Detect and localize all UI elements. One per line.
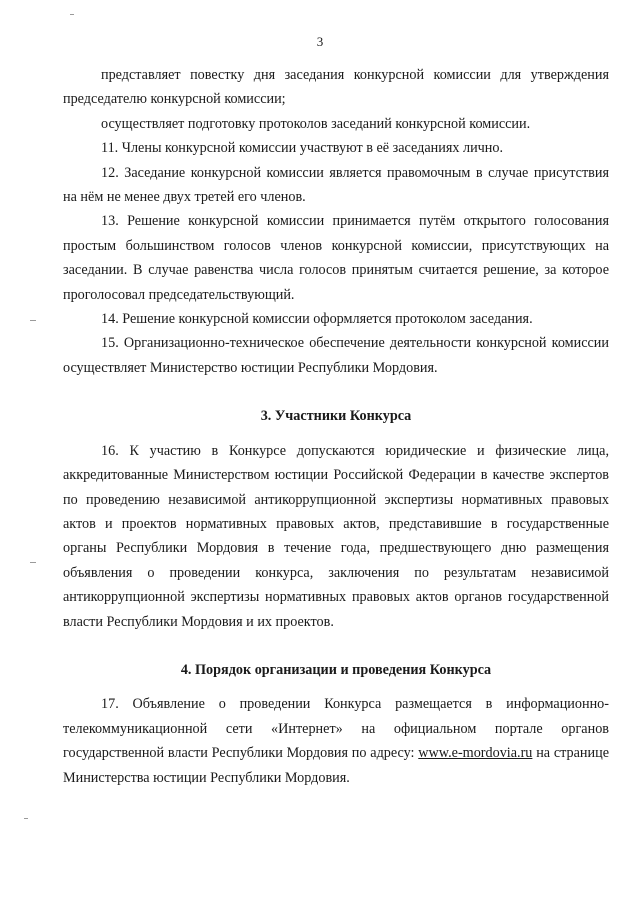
- paragraph-12: 12. Заседание конкурсной комиссии является правомочным в случае присутствия на нём не менее двух третей его членов.: [63, 164, 609, 206]
- paragraph-16: 16. К участию в Конкурсе допускаются юридические и физические лица, аккредитованные Министерством юстиции Российской Федерации в качестве экспертов по проведению независимой антикоррупционной экспертизы нормативных правовых актов и проектов нормативных правовых актов, представившие в государственные органы Республики Мордовия в течение года, предшествующего дню размещения объявления о проведении конкурса, заключения по результатам независимой антикоррупционной экспертизы нормативных правовых актов органов государственной власти Республики Мордовия и их проектов.: [63, 442, 609, 630]
- paragraph-protocols: осуществляет подготовку протоколов заседаний конкурсной комиссии.: [101, 115, 531, 132]
- scan-mark: [70, 14, 74, 15]
- paragraph-13: 13. Решение конкурсной комиссии принимается путём открытого голосования простым большинством голосов членов конкурсной комиссии, присутствующих на заседании. В случае равенства числа голосов принятым считается решение, за которое проголосовал председательствующий.: [63, 213, 609, 303]
- document-body: [63, 63, 609, 790]
- portal-link[interactable]: www.e-mordovia.ru: [418, 745, 533, 762]
- paragraph-15: 15. Организационно-техническое обеспечение деятельности конкурсной комиссии осуществляет Министерство юстиции Республики Мордовия.: [63, 335, 609, 376]
- paragraph-17-text-after: на странице Министерства юстиции Республики Мордовия.: [63, 745, 610, 786]
- paragraph-11: 11. Члены конкурсной комиссии участвуют в её заседаниях лично.: [101, 140, 504, 157]
- page-number: 3: [316, 34, 324, 49]
- scan-mark: [24, 818, 28, 819]
- section-heading-procedure: 4. Порядок организации и проведения Конкурса: [180, 661, 492, 678]
- paragraph-17-text-before: 17. Объявление о проведении Конкурса размещается в информационно-телекоммуникационной сети «Интернет» на официальном портале органов государственной власти Республики Мордовия по адресу:: [63, 696, 609, 762]
- paragraph-agenda: представляет повестку дня заседания конкурсной комиссии для утверждения председателю конкурсной комиссии;: [63, 67, 609, 108]
- section-heading-participants: 3. Участники Конкурса: [260, 408, 412, 425]
- scan-mark: [30, 320, 36, 321]
- paragraph-17: [63, 692, 609, 790]
- paragraph-14: 14. Решение конкурсной комиссии оформляется протоколом заседания.: [101, 311, 533, 328]
- scan-mark: [30, 562, 36, 563]
